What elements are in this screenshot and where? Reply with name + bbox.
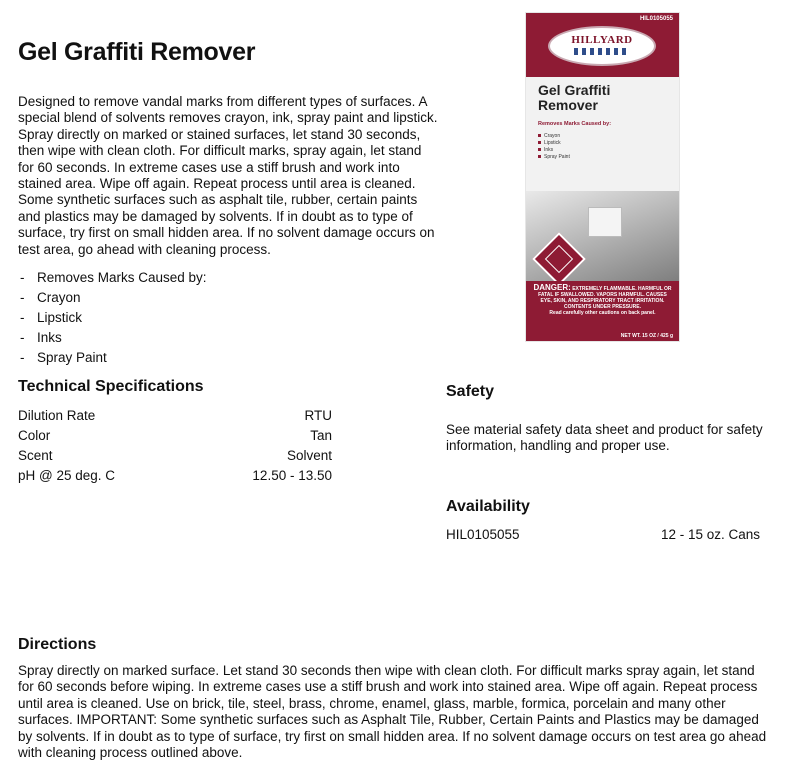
- availability-code: HIL0105055: [446, 527, 520, 542]
- table-row: [18, 446, 332, 466]
- spec-label: Scent: [18, 448, 53, 463]
- net-weight: NET WT. 15 OZ / 425 g: [620, 333, 673, 339]
- product-label-list: [538, 133, 570, 161]
- specs-heading: Technical Specifications: [18, 378, 204, 395]
- list-item: [20, 328, 207, 348]
- list-item: [20, 268, 207, 288]
- list-item-text: Removes Marks Caused by:: [37, 270, 207, 285]
- directions-text: Spray directly on marked surface. Let stand 30 seconds then wipe with clean cloth. For difficult marks spray again, let stand for 60 seconds before wiping. In extreme cases use a stiff brush and work into stained area. Wipe off again. Repeat process until area is cleaned. Use on brick, tile, steel, brass, chrome, enamel, glass, marble, formica, porcelain and many other surfaces. IMPORTANT: Some synthetic surfaces such as Asphalt Tile, Rubber, Certain Paints and Plastics may be damaged by solvents. If in doubt as to type of surface, try first on small hidden area. If no solvent damage occurs on test area go ahead with cleaning process outlined above.: [18, 663, 767, 761]
- label-list-item: Lipstick: [538, 140, 570, 147]
- product-label-removes: Removes Marks Caused by:: [538, 121, 612, 127]
- danger-title: DANGER:: [533, 283, 571, 292]
- spec-label: Dilution Rate: [18, 408, 96, 423]
- bullet-marker: -: [20, 270, 25, 285]
- bullet-marker: -: [20, 350, 25, 365]
- danger-note: Read carefully other cautions on back panel.: [549, 310, 656, 316]
- danger-panel: [526, 281, 679, 342]
- product-label-name: Gel Graffiti Remover: [538, 82, 611, 113]
- availability-row: [446, 527, 760, 542]
- spec-value: 12.50 - 13.50: [252, 468, 332, 483]
- list-item-text: Crayon: [37, 290, 81, 305]
- product-label-header: [526, 13, 679, 77]
- safety-heading: Safety: [446, 383, 495, 400]
- label-list-item: Spray Paint: [538, 154, 570, 161]
- specs-table: [18, 406, 332, 486]
- spec-value: Solvent: [286, 448, 332, 463]
- label-list-item: Crayon: [538, 133, 570, 140]
- availability-heading: Availability: [446, 498, 530, 515]
- bullet-marker: -: [20, 290, 25, 305]
- bullet-marker: -: [20, 310, 25, 325]
- spec-value: RTU: [304, 408, 332, 423]
- label-list-item: Inks: [538, 147, 570, 154]
- list-item-text: Lipstick: [37, 310, 83, 325]
- list-item: [20, 308, 207, 328]
- availability-package: 12 - 15 oz. Cans: [660, 527, 760, 542]
- page-title: Gel Graffiti Remover: [18, 38, 256, 66]
- graffiti-wall-illustration: [588, 207, 622, 237]
- product-image: [525, 12, 680, 342]
- table-row: [18, 426, 332, 446]
- spec-label: pH @ 25 deg. C: [18, 468, 116, 483]
- product-code: HIL0105055: [639, 16, 673, 22]
- list-item: [20, 288, 207, 308]
- safety-text: See material safety data sheet and product for safety information, handling and proper use.: [446, 422, 763, 454]
- table-row: [18, 466, 332, 486]
- list-item-text: Spray Paint: [37, 350, 107, 365]
- feature-list: [20, 268, 207, 368]
- spec-value: Tan: [310, 428, 332, 443]
- product-description: Designed to remove vandal marks from different types of surfaces. A special blend of solvents removes crayon, ink, spray paint and lipstick. Spray directly on marked or stained surfaces, let stand 30 seconds, then wipe with clean cloth. For difficult marks, spray again, let stand for 60 seconds. In extreme cases use a stiff brush and work into stained area. Wipe off again. Repeat process until area is cleaned. Some synthetic surfaces such as asphalt tile, rubber, certain paints and plastics may be damaged by solvents. If in doubt as to type of surface, try first on small hidden area. If no solvent damage occurs on test area, go ahead with cleaning process.: [18, 94, 438, 257]
- checker-pattern: [574, 48, 630, 55]
- hillyard-logo: [548, 26, 656, 66]
- brand-name: HILLYARD: [571, 34, 633, 46]
- spec-label: Color: [18, 428, 51, 443]
- directions-heading: Directions: [18, 636, 97, 653]
- danger-text: EXTREMELY FLAMMABLE. HARMFUL OR FATAL IF SWALLOWED. VAPORS HARMFUL. CAUSES EYE, SKIN, AND RESPIRATORY TRACT IRRITATION. CONTENTS UNDER PRESSURE.: [538, 286, 672, 310]
- bullet-marker: -: [20, 330, 25, 345]
- list-item: [20, 348, 207, 368]
- table-row: [18, 406, 332, 426]
- list-item-text: Inks: [37, 330, 62, 345]
